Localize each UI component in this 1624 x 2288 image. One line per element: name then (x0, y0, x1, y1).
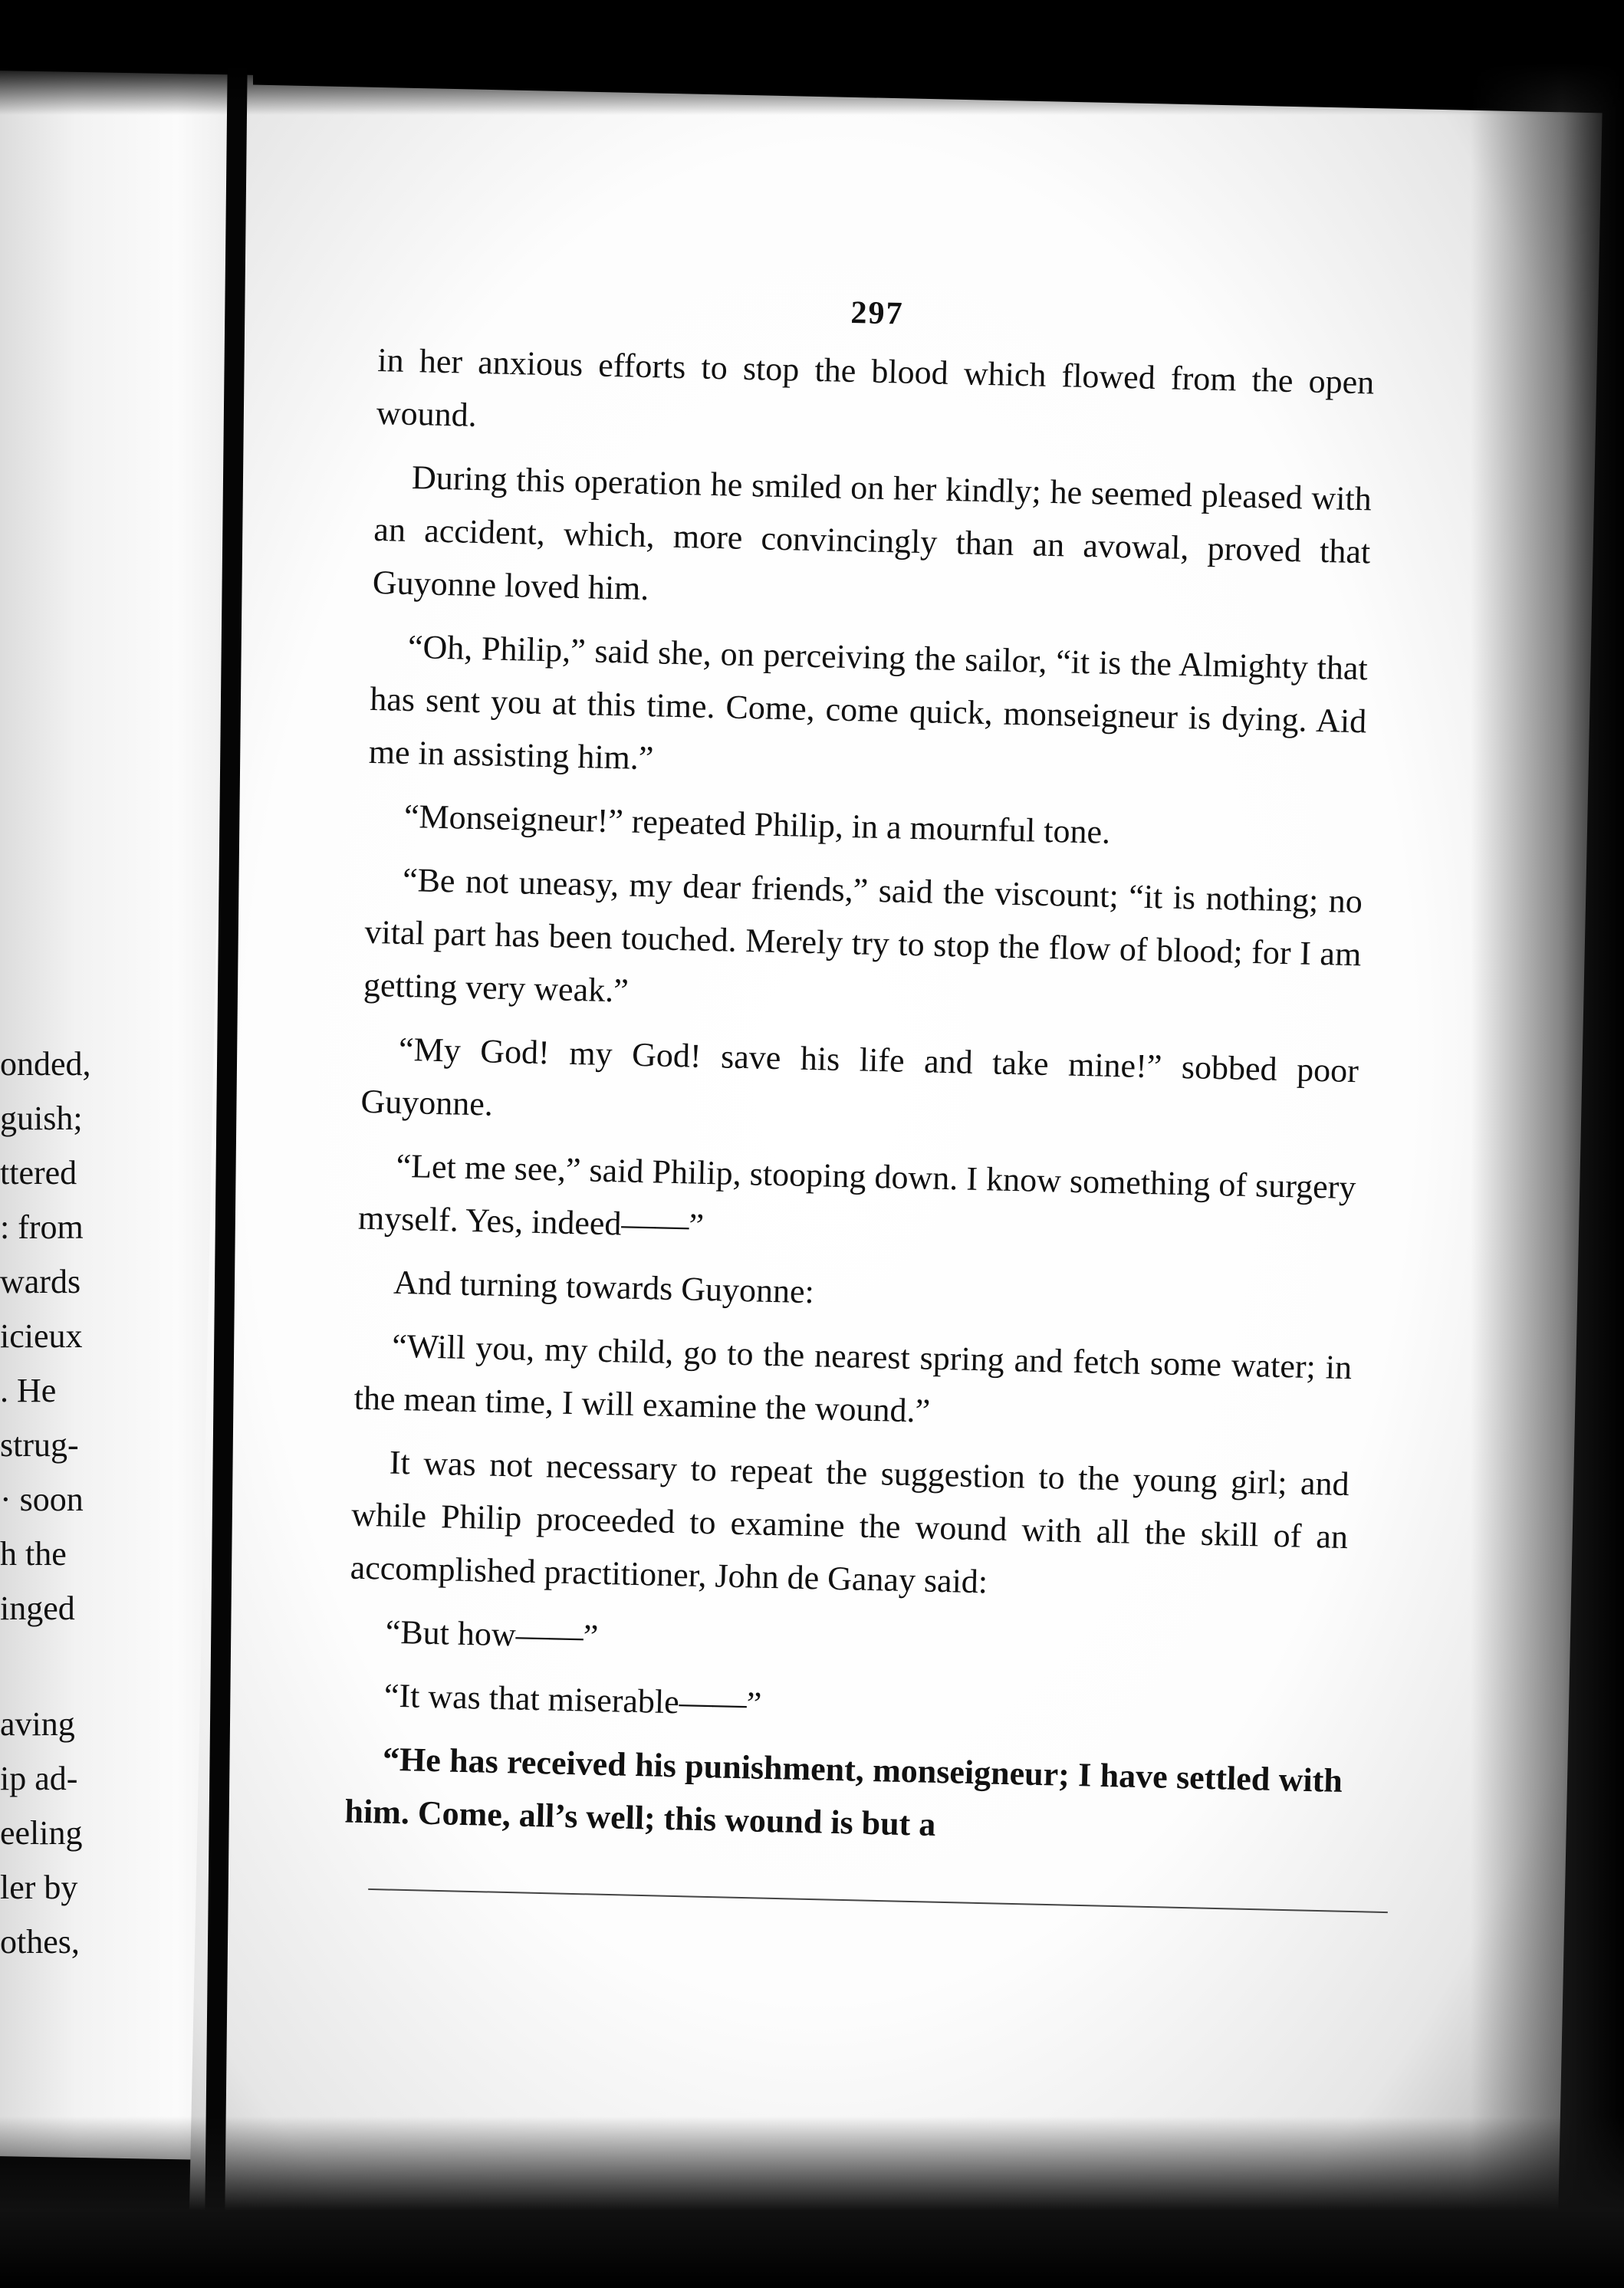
left-fragment-line: onded, (0, 1045, 91, 1083)
left-fragment-line: inged (0, 1589, 75, 1627)
left-fragment-line: eeling (0, 1814, 83, 1852)
paragraph: in her anxious efforts to stop the blood which flowed from the open wound. (376, 340, 1375, 434)
paragraph: “Monseigneur!” repeated Philip, in a mournful tone. (403, 797, 1111, 851)
left-fragment-line: icieux (0, 1317, 83, 1355)
paragraph: “My God! my God! save his life and take mine!” sobbed poor Guyonne. (360, 1030, 1359, 1123)
paragraph: “Will you, my child, go to the nearest spring and fetch some water; in the mean time, I will examine the wound.” (353, 1326, 1353, 1430)
paragraph: It was not necessary to repeat the suggestion to the young girl; and while Philip proceeded to examine the wound with all the skill of an accomplished practitioner, John de Ganay said: (350, 1443, 1350, 1601)
page-number: 297 (850, 294, 905, 332)
left-fragment-line: ip ad- (0, 1760, 78, 1797)
paragraph: “But how——” (385, 1612, 599, 1655)
left-fragment-line: aving (0, 1705, 75, 1743)
paragraph: And turning towards Guyonne: (393, 1263, 815, 1311)
page-text-block (344, 276, 1376, 1871)
left-fragment-line: : from (0, 1208, 84, 1246)
left-fragment-line: ttered (0, 1154, 77, 1192)
paragraph: “Be not uneasy, my dear friends,” said the viscount; “it is nothing; no vital part has been touched. Merely try to stop the flow of blood; for I am getting very weak.” (363, 860, 1363, 1010)
paragraph: “He has received his punishment, monseigneur; I have settled with him. Come, all’s well; this wound is but a (344, 1740, 1343, 1843)
left-fragment-line: h the (0, 1535, 67, 1573)
bottom-scan-shadow (0, 2116, 1624, 2288)
left-fragment-line: guish; (0, 1100, 83, 1137)
left-fragment-line: strug- (0, 1426, 79, 1464)
left-fragment-line: · soon (0, 1481, 84, 1518)
left-fragment-line: othes, (0, 1923, 80, 1961)
right-edge-shadow (1471, 0, 1624, 2288)
paragraph: During this operation he smiled on her kindly; he seemed pleased with an accident, which, more convincingly than an avowal, proved that Guyonne loved him. (372, 459, 1373, 608)
left-fragment-gap (0, 1635, 115, 1697)
top-scan-shadow (0, 0, 1624, 115)
left-fragment-line: wards (0, 1263, 81, 1300)
paragraph: “Let me see,” said Philip, stooping down. I know something of surgery myself. Yes, indeed——” (357, 1146, 1356, 1244)
left-fragment-line: ler by (0, 1869, 78, 1906)
paragraph: “It was that miserable——” (383, 1676, 762, 1723)
paragraph: “Oh, Philip,” said she, on perceiving the sailor, “it is the Almighty that has sent you at this time. Come, come quick, monseigneur is dying. Aid me in assisting him.” (368, 627, 1369, 777)
left-page-text-fragments (0, 1037, 115, 1969)
left-fragment-line: . He (0, 1372, 57, 1409)
